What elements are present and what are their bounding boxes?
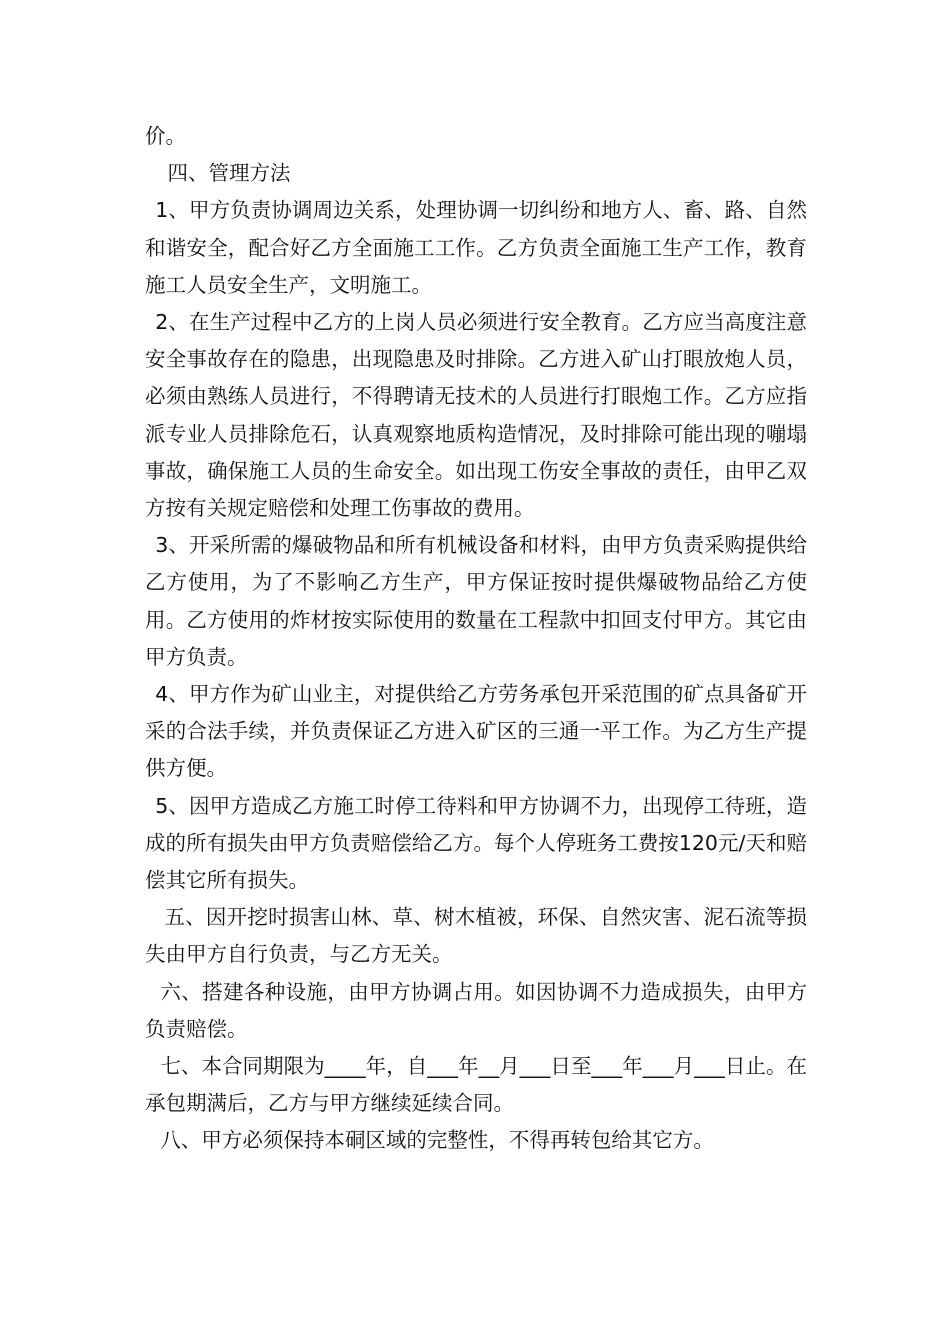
document-body xyxy=(145,118,807,1160)
clause-5: 5、因甲方造成乙方施工时停工待料和甲方协调不力，出现停工待班，造成的所有损失由甲方负责赔偿给乙方。每个人停班务工费按120元/天和赔偿其它所有损失。 xyxy=(145,793,807,893)
clause-2: 2、在生产过程中乙方的上岗人员必须进行安全教育。乙方应当高度注意安全事故存在的隐患，出现隐患及时排除。乙方进入矿山打眼放炮人员，必须由熟练人员进行，不得聘请无技术的人员进行打眼炮工作。乙方应指派专业人员排除危石，认真观察地质构造情况，及时排除可能出现的嘣塌事故，确保施工人员的生命安全。如出现工伤安全事故的责任，由甲乙双方按有关规定赔偿和处理工伤事故的费用。 xyxy=(145,310,807,521)
section-six: 六、搭建各种设施，由甲方协调占用。如因协调不力造成损失，由甲方负责赔偿。 xyxy=(145,979,807,1041)
section-heading-management: 四、管理方法 xyxy=(167,161,291,186)
section-seven: 七、本合同期限为____年，自___年__月___日至___年___月___日止。在承包期满后，乙方与甲方继续延续合同。 xyxy=(145,1054,807,1116)
section-five: 五、因开挖时损害山林、草、树木植被，环保、自然灾害、泥石流等损失由甲方自行负责，与乙方无关。 xyxy=(145,905,807,967)
paragraph-continuation: 价。 xyxy=(145,124,186,148)
clause-4: 4、甲方作为矿山业主，对提供给乙方劳务承包开采范围的矿点具备矿开采的合法手续，并负责保证乙方进入矿区的三通一平工作。为乙方生产提供方便。 xyxy=(145,682,807,781)
section-eight: 八、甲方必须保持本硐区域的完整性，不得再转包给其它方。 xyxy=(160,1128,714,1153)
clause-1: 1、甲方负责协调周边关系，处理协调一切纠纷和地方人、畜、路、自然和谐安全，配合好乙方全面施工工作。乙方负责全面施工生产工作，教育施工人员安全生产，文明施工。 xyxy=(145,198,807,297)
clause-3: 3、开采所需的爆破物品和所有机械设备和材料，由甲方负责采购提供给乙方使用，为了不影响乙方生产，甲方保证按时提供爆破物品给乙方使用。乙方使用的炸材按实际使用的数量在工程款中扣回支付甲方。其它由甲方负责。 xyxy=(145,533,807,669)
